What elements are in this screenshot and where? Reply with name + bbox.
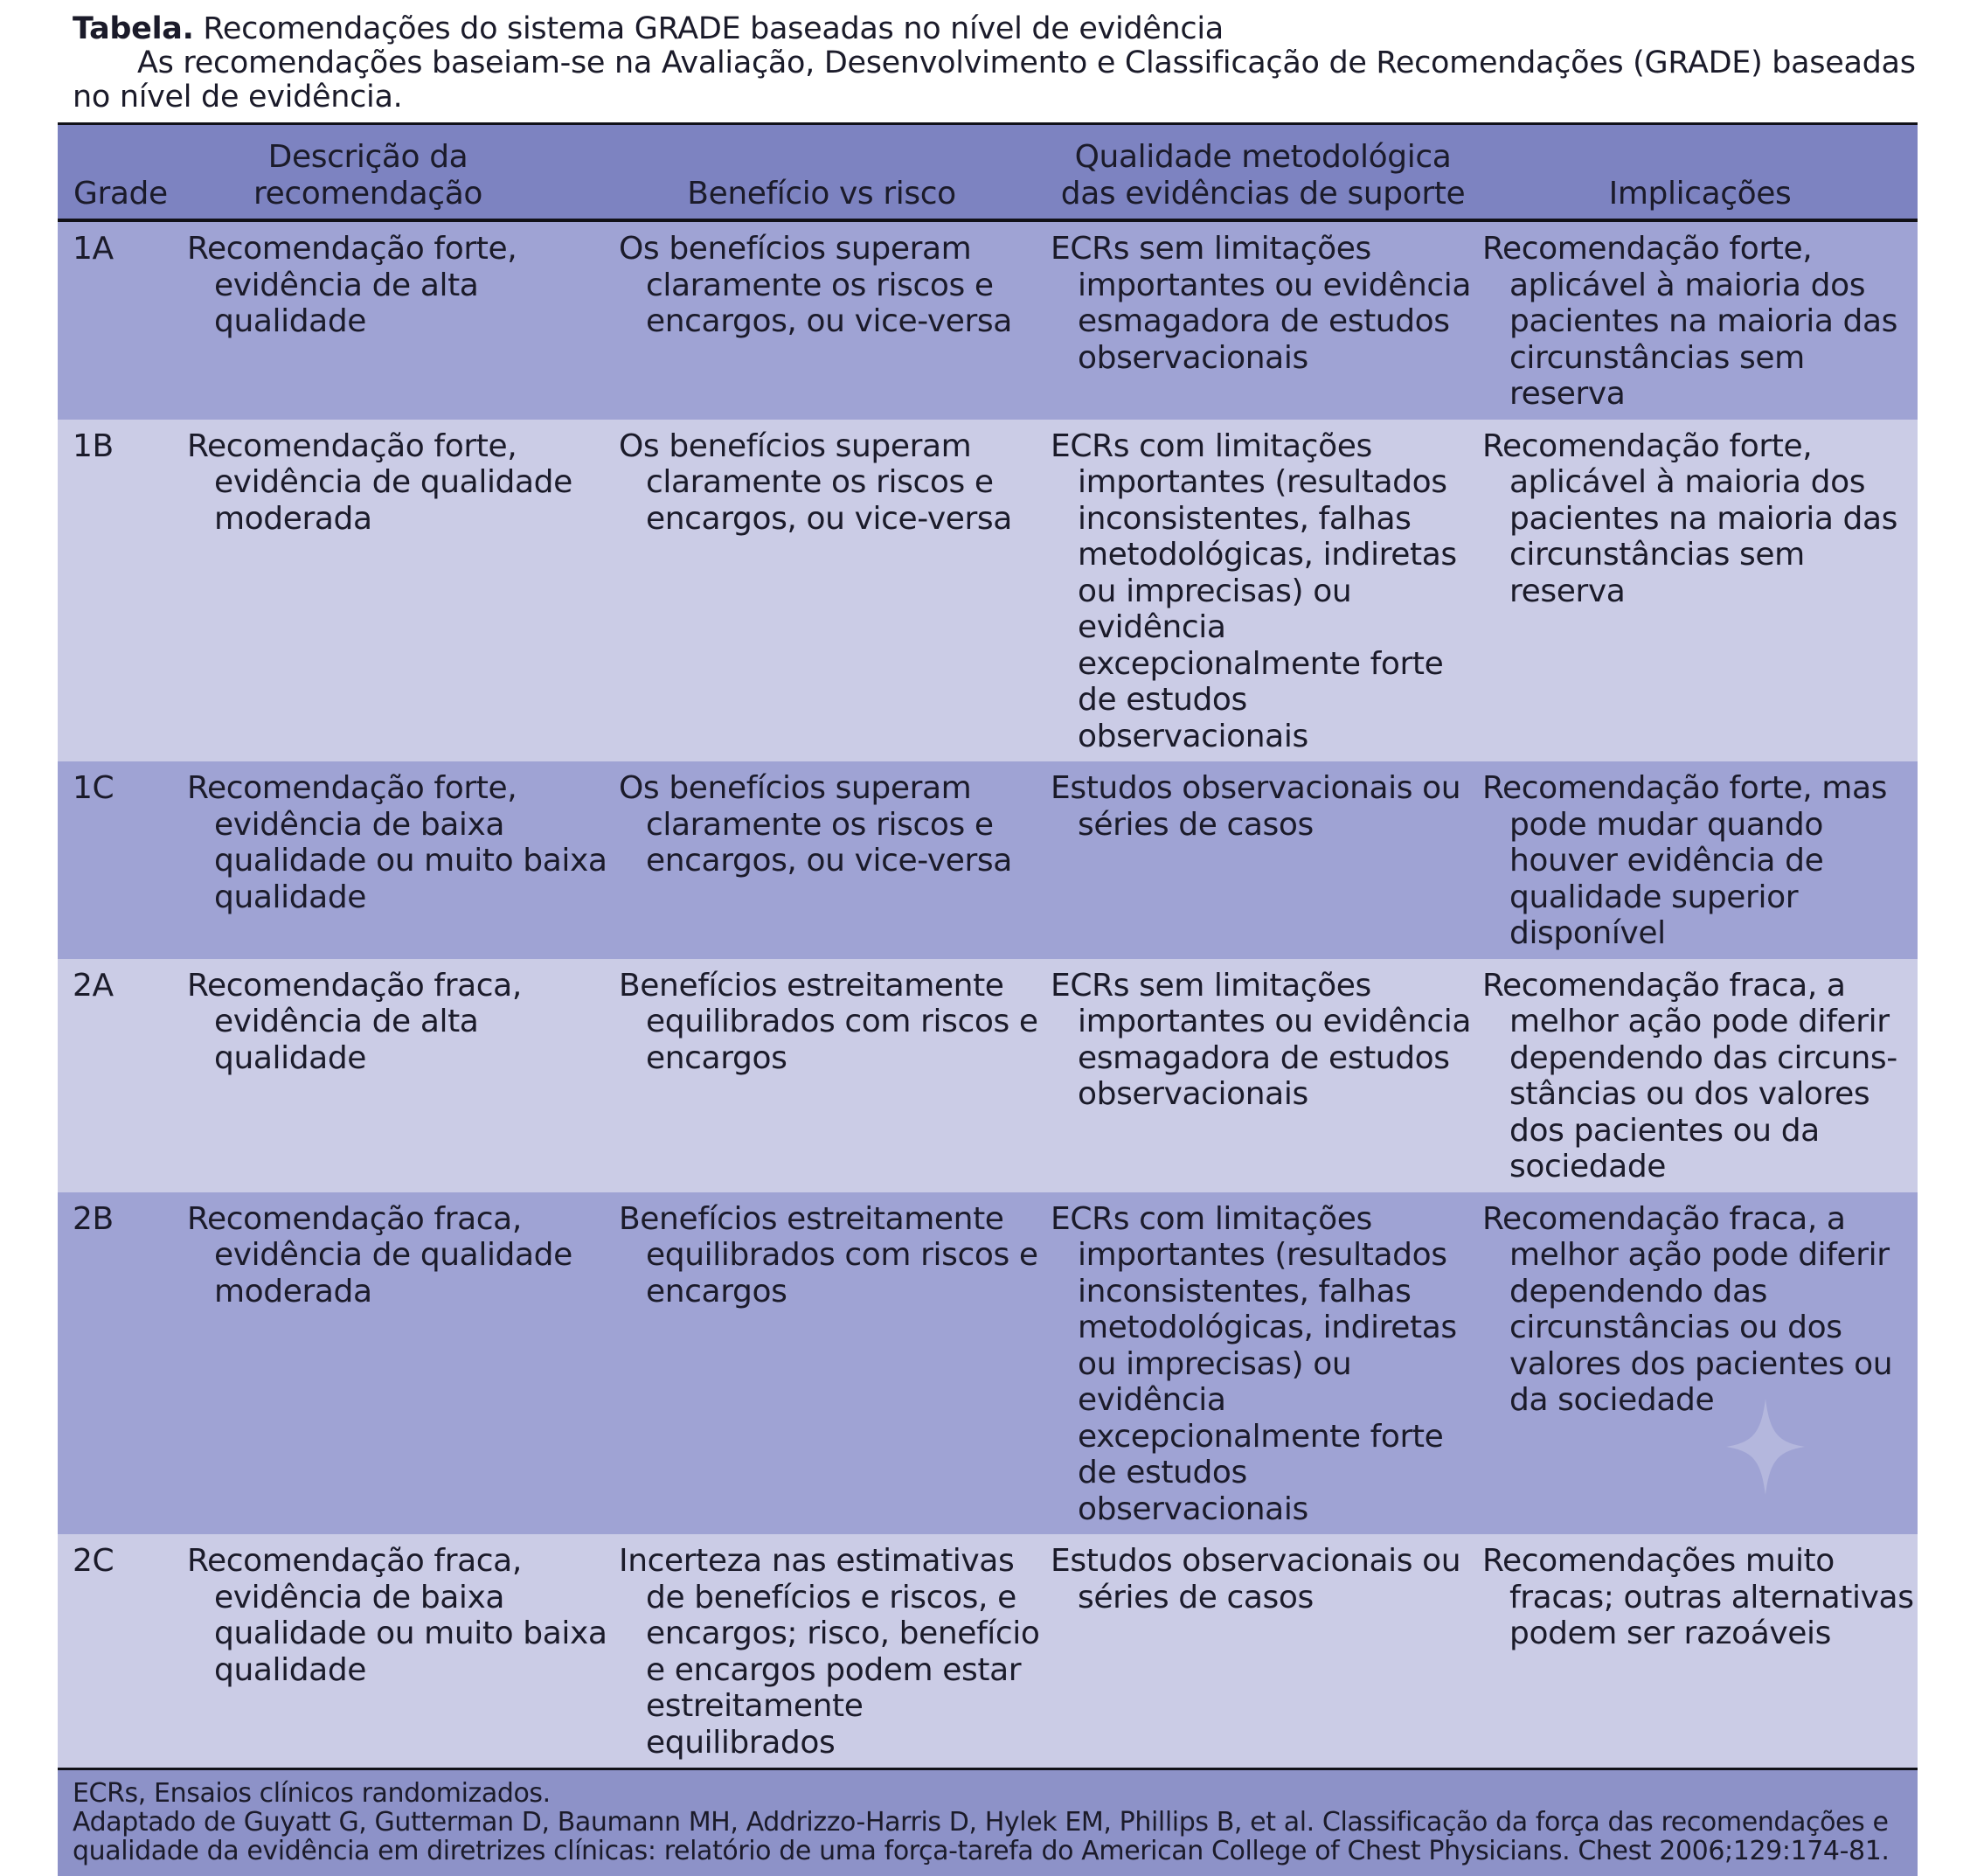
caption-title-line <box>73 12 1925 46</box>
cell-descricao: Recomendação forte, evidência de baixa qualidade ou muito baixa qualidade <box>187 761 619 959</box>
cell-grade: 1B <box>58 420 187 762</box>
cell-descricao: Recomendação forte, evidência de qualidade moderada <box>187 420 619 762</box>
cell-beneficio: Benefícios estreitamente equilibrados com riscos e encargos <box>619 959 1051 1192</box>
table-caption <box>73 12 1925 115</box>
table-row <box>58 220 1918 420</box>
table-footnote <box>58 1768 1918 1876</box>
cell-beneficio: Os benefícios superam claramente os riscos e encargos, ou vice-versa <box>619 420 1051 762</box>
table-row <box>58 420 1918 762</box>
header-implicacoes: Implicações <box>1482 125 1918 220</box>
caption-title: Recomendações do sistema GRADE baseadas no nível de evidência <box>203 11 1224 46</box>
cell-implicacoes: Recomendação forte, aplicável à maioria dos pacientes na maioria das circunstâncias sem reserva <box>1482 220 1918 420</box>
cell-implicacoes: Recomendações muito fracas; outras alternativas podem ser razoáveis <box>1482 1534 1918 1768</box>
caption-label: Tabela. <box>73 11 194 46</box>
cell-qualidade: ECRs sem limitações importantes ou evidência esmagadora de estudos observacionais <box>1051 959 1482 1192</box>
cell-implicacoes: Recomendação fraca, a melhor ação pode diferir dependendo das circunstâncias ou dos valores dos pacientes ou da sociedade <box>1482 1192 1918 1535</box>
table-row <box>58 1192 1918 1535</box>
cell-grade: 2A <box>58 959 187 1192</box>
cell-beneficio: Os benefícios superam claramente os riscos e encargos, ou vice-versa <box>619 220 1051 420</box>
cell-beneficio: Os benefícios superam claramente os riscos e encargos, ou vice-versa <box>619 761 1051 959</box>
cell-qualidade: Estudos observacionais ou séries de casos <box>1051 761 1482 959</box>
cell-descricao: Recomendação fraca, evidência de qualidade moderada <box>187 1192 619 1535</box>
cell-implicacoes: Recomendação forte, aplicável à maioria dos pacientes na maioria das circunstâncias sem reserva <box>1482 420 1918 762</box>
cell-descricao: Recomendação forte, evidência de alta qualidade <box>187 220 619 420</box>
cell-qualidade: Estudos observacionais ou séries de casos <box>1051 1534 1482 1768</box>
cell-descricao: Recomendação fraca, evidência de alta qualidade <box>187 959 619 1192</box>
header-beneficio: Benefício vs risco <box>619 125 1051 220</box>
caption-description: As recomendações baseiam-se na Avaliação, Desenvolvimento e Classificação de Recomendações (GRADE) baseadas no nível de evidência. <box>73 45 1916 115</box>
table-row <box>58 761 1918 959</box>
sparkle-watermark-icon <box>1726 1399 1805 1495</box>
header-descricao: Descrição da recomendação <box>187 125 619 220</box>
table-row <box>58 959 1918 1192</box>
cell-implicacoes: Recomendação forte, mas pode mudar quando houver evidência de qualidade superior disponível <box>1482 761 1918 959</box>
header-grade: Grade <box>58 125 187 220</box>
cell-grade: 1A <box>58 220 187 420</box>
table-row <box>58 1534 1918 1768</box>
table-header-row <box>58 125 1918 220</box>
cell-beneficio: Benefícios estreitamente equilibrados com riscos e encargos <box>619 1192 1051 1535</box>
cell-implicacoes: Recomendação fraca, a melhor ação pode diferir dependendo das circuns-stâncias ou dos valores dos pacientes ou da sociedade <box>1482 959 1918 1192</box>
grade-table-container <box>58 122 1918 1876</box>
cell-grade: 1C <box>58 761 187 959</box>
cell-beneficio: Incerteza nas estimativas de benefícios e riscos, e encargos; risco, benefício e encargos podem estar estreitamente equilibrados <box>619 1534 1051 1768</box>
header-qualidade: Qualidade metodológica das evidências de suporte <box>1051 125 1482 220</box>
cell-grade: 2B <box>58 1192 187 1535</box>
cell-grade: 2C <box>58 1534 187 1768</box>
cell-descricao: Recomendação fraca, evidência de baixa qualidade ou muito baixa qualidade <box>187 1534 619 1768</box>
grade-table <box>58 125 1918 1768</box>
footnote-source: Adaptado de Guyatt G, Gutterman D, Baumann MH, Addrizzo-Harris D, Hylek EM, Phillips B, et al. Classificação da força das recomendações e qualidade da evidência em diretrizes clínicas: relatório de uma força-tarefa do American College of Chest Physicians. Chest 2006;129:174-81. <box>73 1807 1890 1866</box>
footnote-abbreviation: ECRs, Ensaios clínicos randomizados. <box>73 1778 551 1809</box>
cell-qualidade: ECRs com limitações importantes (resultados inconsistentes, falhas metodológicas, indiretas ou imprecisas) ou evidência excepcionalmente forte de estudos observacionais <box>1051 1192 1482 1535</box>
cell-qualidade: ECRs sem limitações importantes ou evidência esmagadora de estudos observacionais <box>1051 220 1482 420</box>
cell-qualidade: ECRs com limitações importantes (resultados inconsistentes, falhas metodológicas, indiretas ou imprecisas) ou evidência excepcionalmente forte de estudos observacionais <box>1051 420 1482 762</box>
